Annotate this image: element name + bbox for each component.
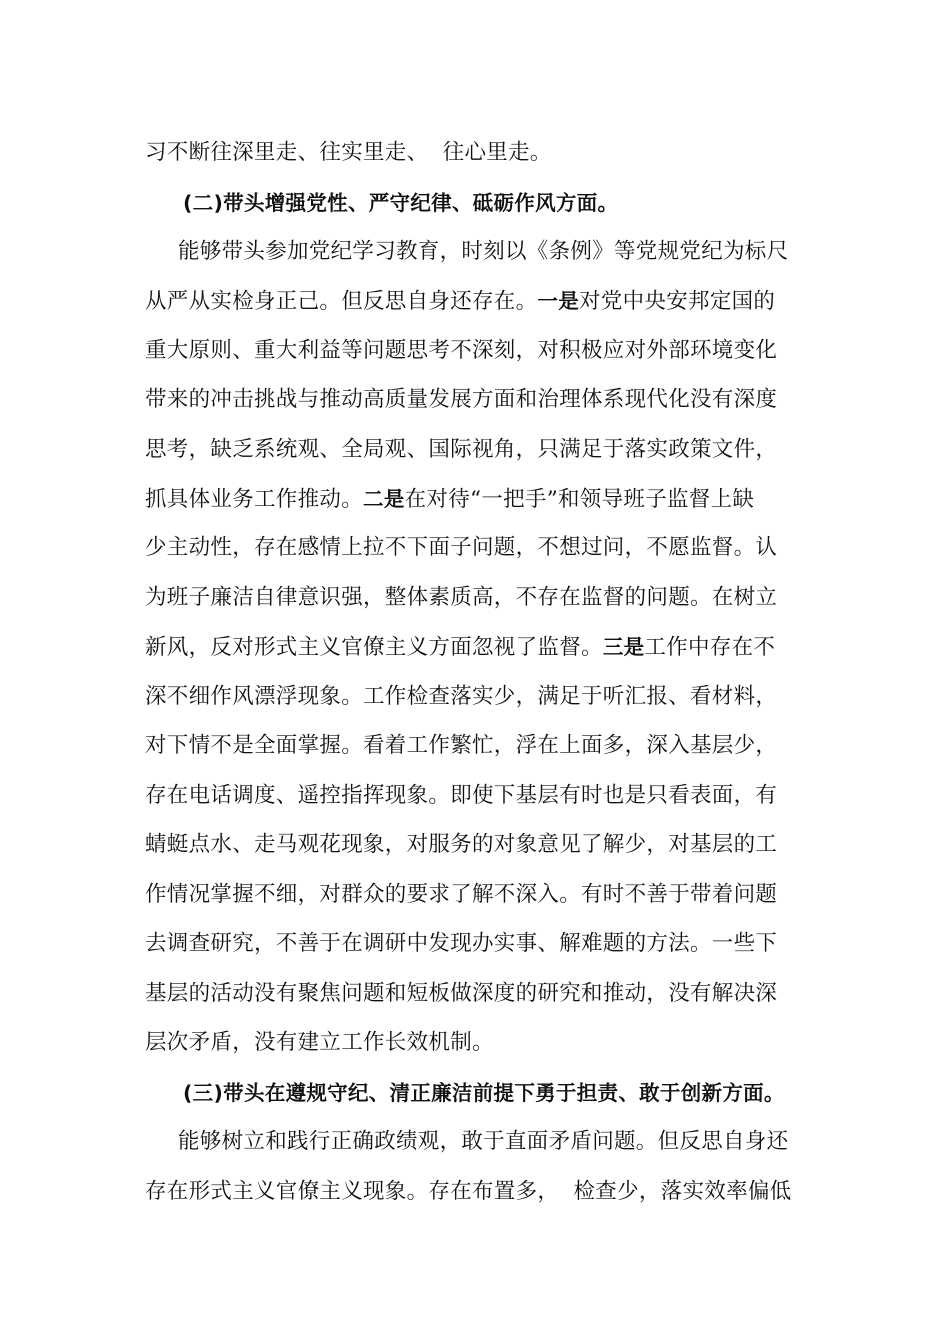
paragraph-line: 去调查研究，不善于在调研中发现办实事、解难题的方法。一些下 xyxy=(145,931,778,956)
section-heading-2: (二)带头增强党性、严守纪律、砥砺作风方面。 xyxy=(183,191,619,215)
paragraph-line: 少主动性，存在感情上拉不下面子问题，不想过问，不愿监督。认 xyxy=(145,535,778,560)
paragraph-line: 习不断往深里走、往实里走、 往心里走。 xyxy=(145,140,552,165)
paragraph-line: 作情况掌握不细，对群众的要求了解不深入。有时不善于带着问题 xyxy=(145,882,778,907)
line-text: 对党中央安邦定国的 xyxy=(579,289,776,314)
paragraph-line: 带来的冲击挑战与推动高质量发展方面和治理体系现代化没有深度 xyxy=(145,387,778,412)
paragraph-line xyxy=(145,627,810,667)
paragraph-line: 重大原则、重大利益等问题思考不深刻，对积极应对外部环境变化 xyxy=(145,338,778,363)
line-text: 新风，反对形式主义官僚主义方面忽视了监督。 xyxy=(145,635,603,660)
paragraph-line: 存在形式主义官僚主义现象。存在布置多， 检查少，落实效率偏低 xyxy=(145,1179,792,1204)
paragraph-line xyxy=(145,281,810,321)
paragraph-line xyxy=(145,479,810,519)
emphasis-label: 二是 xyxy=(363,487,405,511)
paragraph-line: 层次矛盾，没有建立工作长效机制。 xyxy=(145,1030,494,1055)
line-text: 从严从实检身正己。但反思自身还存在。 xyxy=(145,289,538,314)
paragraph-line: 深不细作风漂浮现象。工作检查落实少，满足于听汇报、看材料， xyxy=(145,684,778,709)
line-text: 工作中存在不 xyxy=(644,635,776,660)
paragraph-line: 存在电话调度、遥控指挥现象。即使下基层有时也是只看表面，有 xyxy=(145,783,778,808)
line-text: 在对待“一把手”和领导班子监督上缺 xyxy=(404,487,755,512)
paragraph-line: 能够带头参加党纪学习教育，时刻以《条例》等党规党纪为标尺 xyxy=(178,239,789,264)
paragraph-line: 能够树立和践行正确政绩观，敢于直面矛盾问题。但反思自身还 xyxy=(178,1129,789,1154)
line-text: 抓具体业务工作推动。 xyxy=(145,487,364,512)
paragraph-line: 对下情不是全面掌握。看着工作繁忙，浮在上面多，深入基层少， xyxy=(145,733,778,758)
paragraph-line: 为班子廉洁自律意识强，整体素质高，不存在监督的问题。在树立 xyxy=(145,585,778,610)
paragraph-line: 基层的活动没有聚焦问题和短板做深度的研究和推动，没有解决深 xyxy=(145,981,778,1006)
emphasis-label: 三是 xyxy=(602,635,645,659)
emphasis-label: 一是 xyxy=(537,289,580,313)
paragraph-line: 蜻蜓点水、走马观花现象，对服务的对象意见了解少，对基层的工 xyxy=(145,832,778,857)
section-heading-3: (三)带头在遵规守纪、清正廉洁前提下勇于担责、敢于创新方面。 xyxy=(183,1081,785,1105)
paragraph-line: 思考，缺乏系统观、全局观、国际视角，只满足于落实政策文件， xyxy=(145,437,778,462)
